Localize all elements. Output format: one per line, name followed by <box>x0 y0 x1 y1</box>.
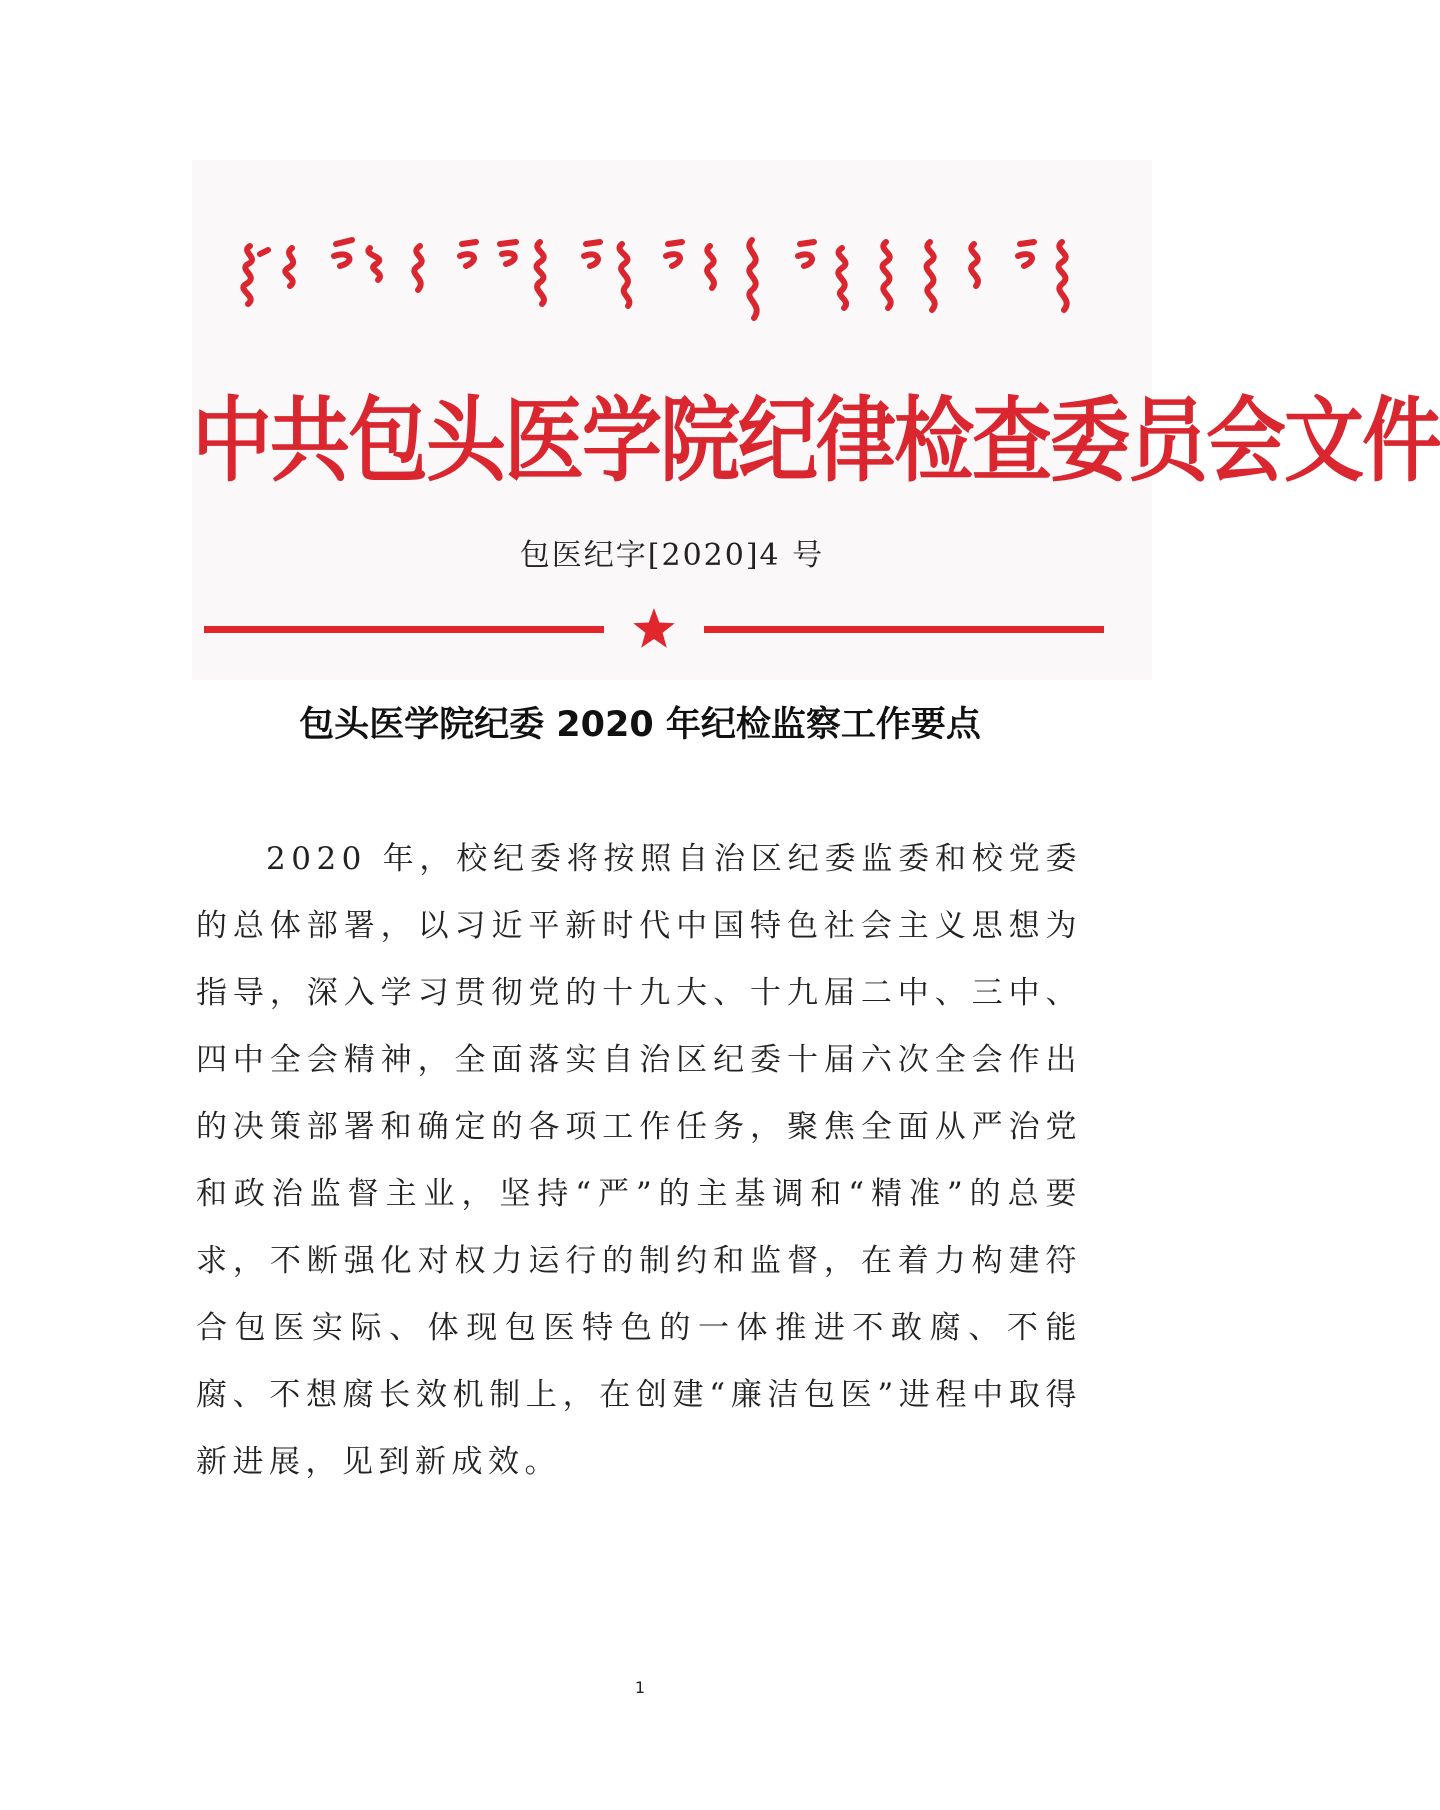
document-number: 包医纪字[2020]4 号 <box>519 538 825 573</box>
page-number: 1 <box>634 1678 646 1697</box>
document-title: 包头医学院纪委 2020 年纪检监察工作要点 <box>299 705 981 745</box>
issuing-organization-title: 中共包头医学院纪律检查委员会文件 <box>192 387 1440 495</box>
body-paragraph: 2020 年，校纪委将按照自治区纪委监委和校党委的总体部署，以习近平新时代中国特色社会主义思想为指导，深入学习贯彻党的十九大、十九届二中、三中、四中全会精神，全面落实自治区纪委十届六次全会作出的决策部署和确定的各项工作任务，聚焦全面从严治党和政治监督主业，坚持“严”的主基调和“精准”的总要求，不断强化对权力运行的制约和监督，在着力构建符合包医实际、体现包医特色的一体推进不敢腐、不能腐、不想腐长效机制上，在创建“廉洁包医”进程中取得新进展，见到新成效。 <box>196 841 1082 1480</box>
mongolian-script-banner <box>230 238 1110 348</box>
red-divider-right <box>704 626 1104 633</box>
mongolian-calligraphy-logo <box>230 238 1110 348</box>
star-icon <box>632 606 676 650</box>
red-divider-left <box>204 626 604 633</box>
